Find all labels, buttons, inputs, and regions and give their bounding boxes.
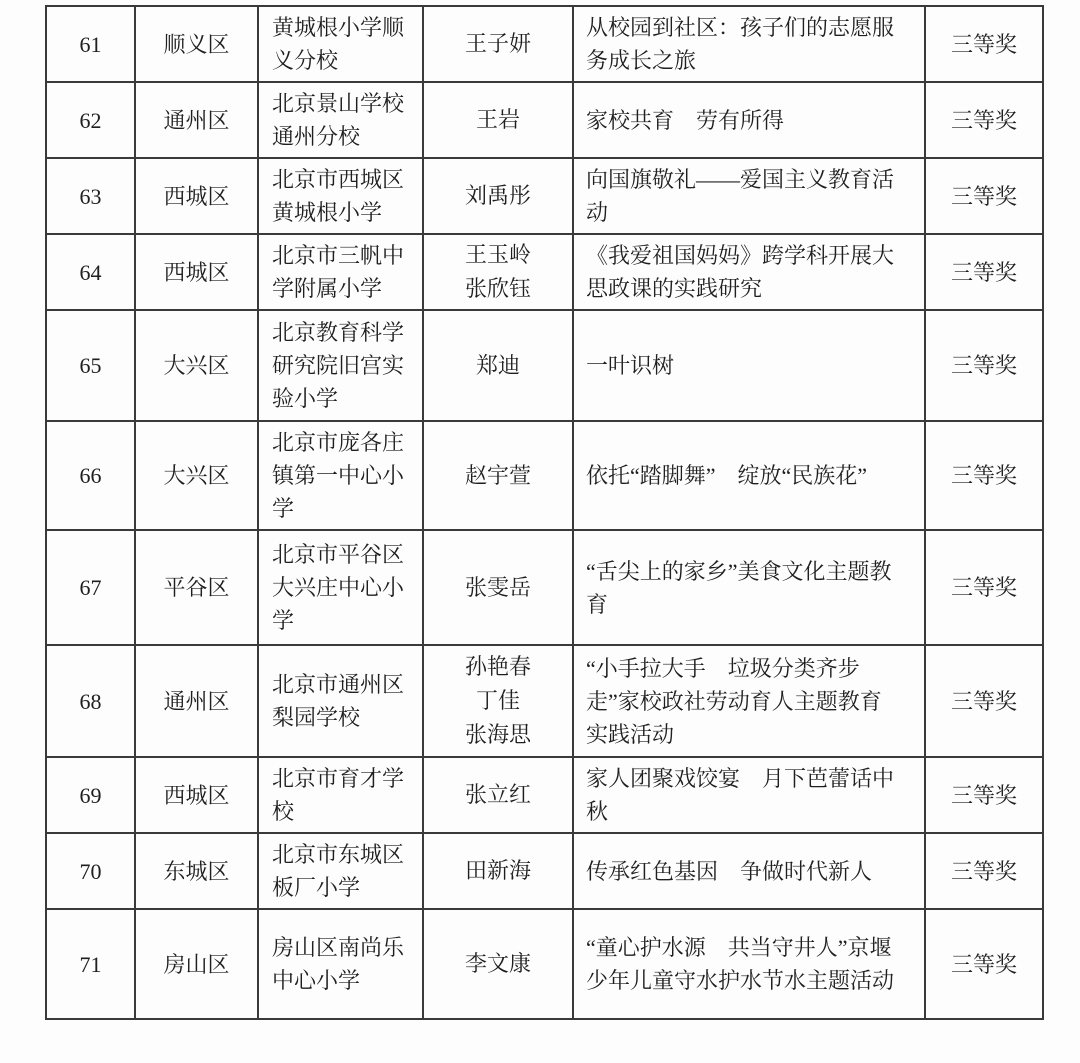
participant-name: 张海思 (464, 722, 531, 747)
names-cell (423, 82, 573, 158)
school-cell: 北京市通州区梨园学校 (258, 645, 423, 757)
project-title-cell: “童心护水源 共当守井人”京堰少年儿童守水护水节水主题活动 (573, 909, 925, 1019)
award-level-cell: 三等奖 (925, 234, 1043, 310)
table-row (46, 909, 1043, 1019)
table-row (46, 421, 1043, 530)
participant-name: 王子妍 (464, 31, 531, 56)
participant-name: 丁佳 (475, 688, 520, 713)
district-cell: 房山区 (135, 909, 258, 1019)
awards-table (45, 5, 1044, 1020)
school-cell: 北京市育才学校 (258, 757, 423, 833)
award-level-cell: 三等奖 (925, 82, 1043, 158)
project-title-cell: 一叶识树 (573, 310, 925, 421)
serial-number-cell: 62 (46, 82, 135, 158)
project-title-cell: “舌尖上的家乡”美食文化主题教育 (573, 530, 925, 645)
participant-name: 张雯岳 (464, 574, 531, 600)
table-row (46, 82, 1043, 158)
table-row (46, 158, 1043, 234)
award-level-cell: 三等奖 (925, 421, 1043, 530)
table-row (46, 6, 1043, 82)
district-cell: 东城区 (135, 833, 258, 909)
names-cell (423, 530, 573, 645)
names-cell (423, 310, 573, 421)
district-cell: 通州区 (135, 645, 258, 757)
award-level-cell: 三等奖 (925, 310, 1043, 421)
serial-number-cell: 71 (46, 909, 135, 1019)
project-title-cell: 《我爱祖国妈妈》跨学科开展大思政课的实践研究 (573, 234, 925, 310)
project-title-cell: 从校园到社区：孩子们的志愿服务成长之旅 (573, 6, 925, 82)
table-row (46, 645, 1043, 757)
names-cell (423, 833, 573, 909)
table-row (46, 234, 1043, 310)
school-cell: 北京市庞各庄镇第一中心小学 (258, 421, 423, 530)
award-level-cell: 三等奖 (925, 757, 1043, 833)
award-level-cell: 三等奖 (925, 6, 1043, 82)
district-cell: 西城区 (135, 158, 258, 234)
serial-number-cell: 61 (46, 6, 135, 82)
award-level-cell: 三等奖 (925, 530, 1043, 645)
awards-table-body (46, 6, 1043, 1019)
names-cell (423, 421, 573, 530)
participant-name: 张立红 (464, 782, 531, 807)
project-title-cell: 传承红色基因 争做时代新人 (573, 833, 925, 909)
serial-number-cell: 69 (46, 757, 135, 833)
participant-name: 张欣钰 (464, 276, 531, 301)
school-cell: 黄城根小学顺义分校 (258, 6, 423, 82)
participant-name: 王玉岭 (464, 242, 531, 267)
table-row (46, 530, 1043, 645)
school-cell: 北京教育科学研究院旧宫实验小学 (258, 310, 423, 421)
table-row (46, 757, 1043, 833)
project-title-cell: “小手拉大手 垃圾分类齐步走”家校政社劳动育人主题教育实践活动 (573, 645, 925, 757)
school-cell: 北京市西城区黄城根小学 (258, 158, 423, 234)
project-title-cell: 向国旗敬礼——爱国主义教育活动 (573, 158, 925, 234)
participant-name: 李文康 (464, 951, 531, 976)
award-level-cell: 三等奖 (925, 833, 1043, 909)
serial-number-cell: 67 (46, 530, 135, 645)
serial-number-cell: 70 (46, 833, 135, 909)
participant-name: 郑迪 (475, 352, 520, 378)
names-cell (423, 757, 573, 833)
district-cell: 通州区 (135, 82, 258, 158)
serial-number-cell: 64 (46, 234, 135, 310)
project-title-cell: 家人团聚戏饺宴 月下芭蕾话中秋 (573, 757, 925, 833)
award-level-cell: 三等奖 (925, 645, 1043, 757)
award-level-cell: 三等奖 (925, 909, 1043, 1019)
district-cell: 大兴区 (135, 421, 258, 530)
participant-name: 孙艳春 (464, 654, 531, 679)
project-title-cell: 依托“踏脚舞” 绽放“民族花” (573, 421, 925, 530)
table-row (46, 310, 1043, 421)
serial-number-cell: 65 (46, 310, 135, 421)
school-cell: 北京市平谷区大兴庄中心小学 (258, 530, 423, 645)
participant-name: 刘禹彤 (464, 183, 531, 208)
participant-name: 王岩 (475, 107, 520, 132)
school-cell: 北京景山学校通州分校 (258, 82, 423, 158)
award-level-cell: 三等奖 (925, 158, 1043, 234)
district-cell: 西城区 (135, 234, 258, 310)
serial-number-cell: 68 (46, 645, 135, 757)
names-cell (423, 645, 573, 757)
names-cell (423, 234, 573, 310)
table-row (46, 833, 1043, 909)
serial-number-cell: 66 (46, 421, 135, 530)
district-cell: 平谷区 (135, 530, 258, 645)
names-cell (423, 158, 573, 234)
district-cell: 顺义区 (135, 6, 258, 82)
project-title-cell: 家校共育 劳有所得 (573, 82, 925, 158)
participant-name: 赵宇萱 (464, 462, 531, 488)
names-cell (423, 6, 573, 82)
district-cell: 西城区 (135, 757, 258, 833)
school-cell: 北京市三帆中学附属小学 (258, 234, 423, 310)
participant-name: 田新海 (464, 858, 531, 883)
names-cell (423, 909, 573, 1019)
serial-number-cell: 63 (46, 158, 135, 234)
school-cell: 北京市东城区板厂小学 (258, 833, 423, 909)
school-cell: 房山区南尚乐中心小学 (258, 909, 423, 1019)
district-cell: 大兴区 (135, 310, 258, 421)
